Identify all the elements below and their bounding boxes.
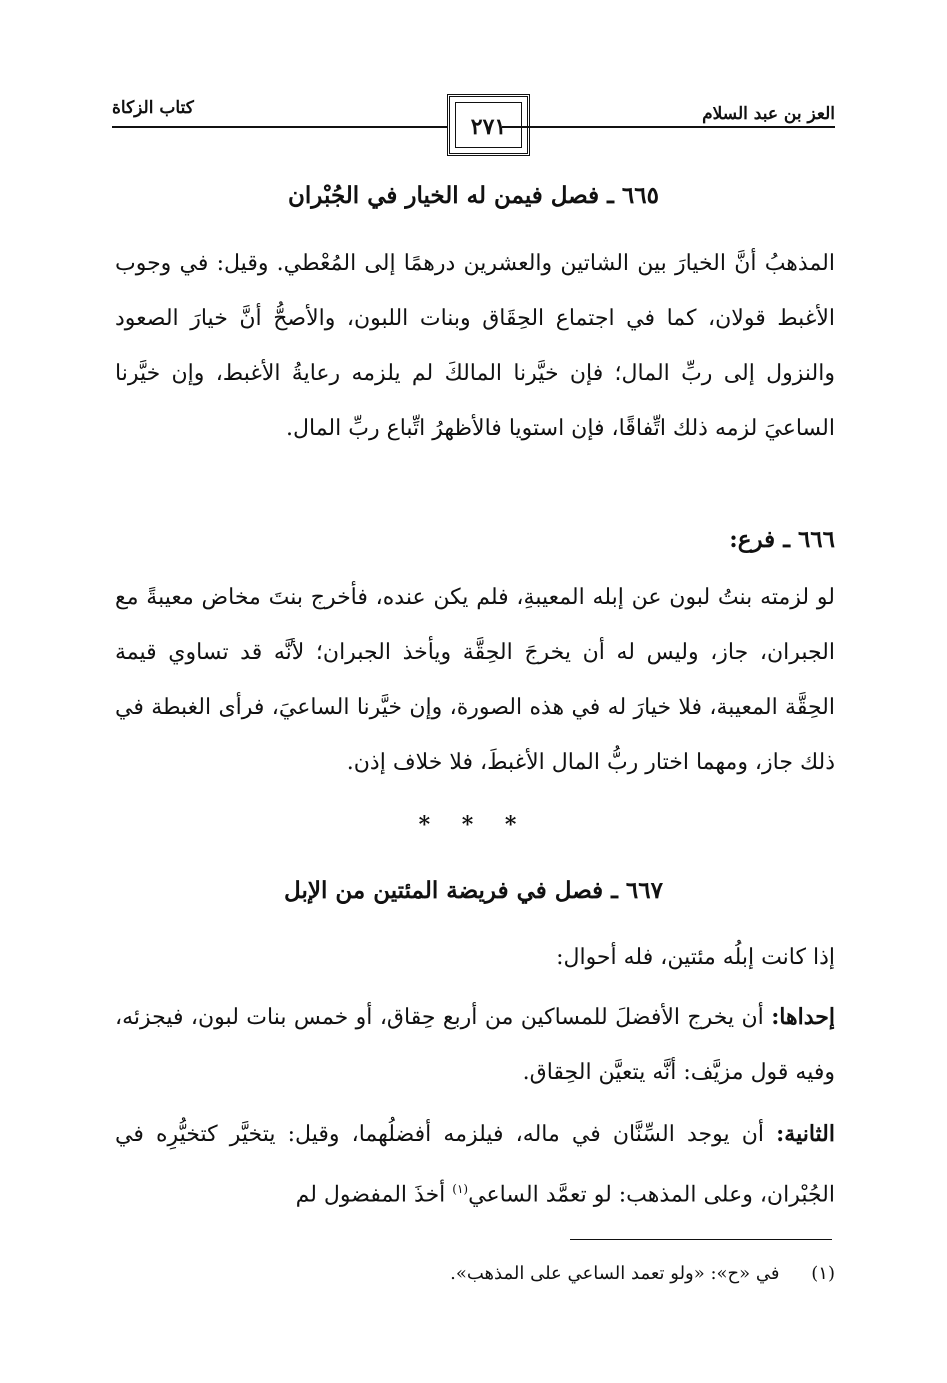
section-667-intro: إذا كانت إبلُه مئتين، فله أحوال:: [556, 945, 835, 970]
running-header-chapter: كتاب الزكاة: [112, 98, 194, 118]
header-rule-left: [112, 126, 447, 128]
case-one-text: أن يخرج الأفضلَ للمساكين من أربع حِقاق، أو خمس بنات لبون، فيجزئه، وفيه قول مزيَّف: أنَّه يتعيَّن الحِقاق.: [115, 1005, 835, 1085]
section-665-paragraph: المذهبُ أنَّ الخيارَ بين الشاتين والعشرين درهمًا إلى المُعْطي. وقيل: في وجوب الأغبط قولان، كما في اجتماع الحِقَاق وبنات اللبون، والأصحُّ أنَّ خيارَ الصعود والنزول إلى ربِّ المال؛ فإن خيَّرنا المالكَ لم يلزمه رعايةُ الأغبط، وإن خيَّرنا الساعيَ لزمه ذلك اتِّفاقًا، فإن استويا فالأظهرُ اتِّباع ربِّ المال.: [115, 251, 835, 441]
footnote-rule: [570, 1239, 832, 1240]
section-665-heading: ٦٦٥ ـ فصل فيمن له الخيار في الجُبْران: [288, 182, 659, 209]
case-two-text-a: أن يوجد السِّنَّان في ماله، فيلزمه أفضلُهما، وقيل: يتخيَّر كتخيُّرِه في الجُبْران، وعلى المذهب: لو تعمَّد الساعي: [115, 1122, 835, 1208]
footnote: [450, 1263, 835, 1284]
page-number: ٢٧١: [470, 114, 507, 140]
running-header-author: العز بن عبد السلام: [702, 104, 835, 124]
case-two-text-b: أخذَ المفضول لم: [295, 1182, 446, 1208]
footnote-number: (١): [811, 1263, 835, 1284]
footnote-marker: (١): [452, 1182, 469, 1196]
section-667-case-two: [115, 1107, 835, 1222]
section-separator-stars: * * *: [418, 812, 529, 838]
section-667-case-one: [115, 990, 835, 1100]
section-667-heading: ٦٦٧ ـ فصل في فريضة المئتين من الإبل: [284, 877, 663, 904]
case-one-label: إحداها:: [771, 1004, 835, 1030]
case-two-label: الثانية:: [776, 1121, 835, 1147]
header-rule-right: [502, 126, 835, 128]
section-666-heading: ٦٦٦ ـ فرع:: [729, 526, 835, 553]
footnote-text: في «ح»: «ولو تعمد الساعي على المذهب».: [450, 1263, 780, 1284]
section-666-paragraph: لو لزمته بنتُ لبون عن إبله المعيبةِ، فلم يكن عنده، فأخرج بنتَ مخاض معيبةً مع الجبران، جاز، وليس له أن يخرجَ الحِقَّة ويأخذ الجبران؛ لأنَّه قد تساوي قيمة الحِقَّة المعيبة، فلا خيارَ له في هذه الصورة، وإن خيَّرنا الساعيَ، فرأى الغبطة في ذلك جاز، ومهما اختار ربُّ المال الأغبطَ، فلا خلاف إذن.: [115, 585, 835, 775]
page-number-frame: [447, 94, 530, 156]
